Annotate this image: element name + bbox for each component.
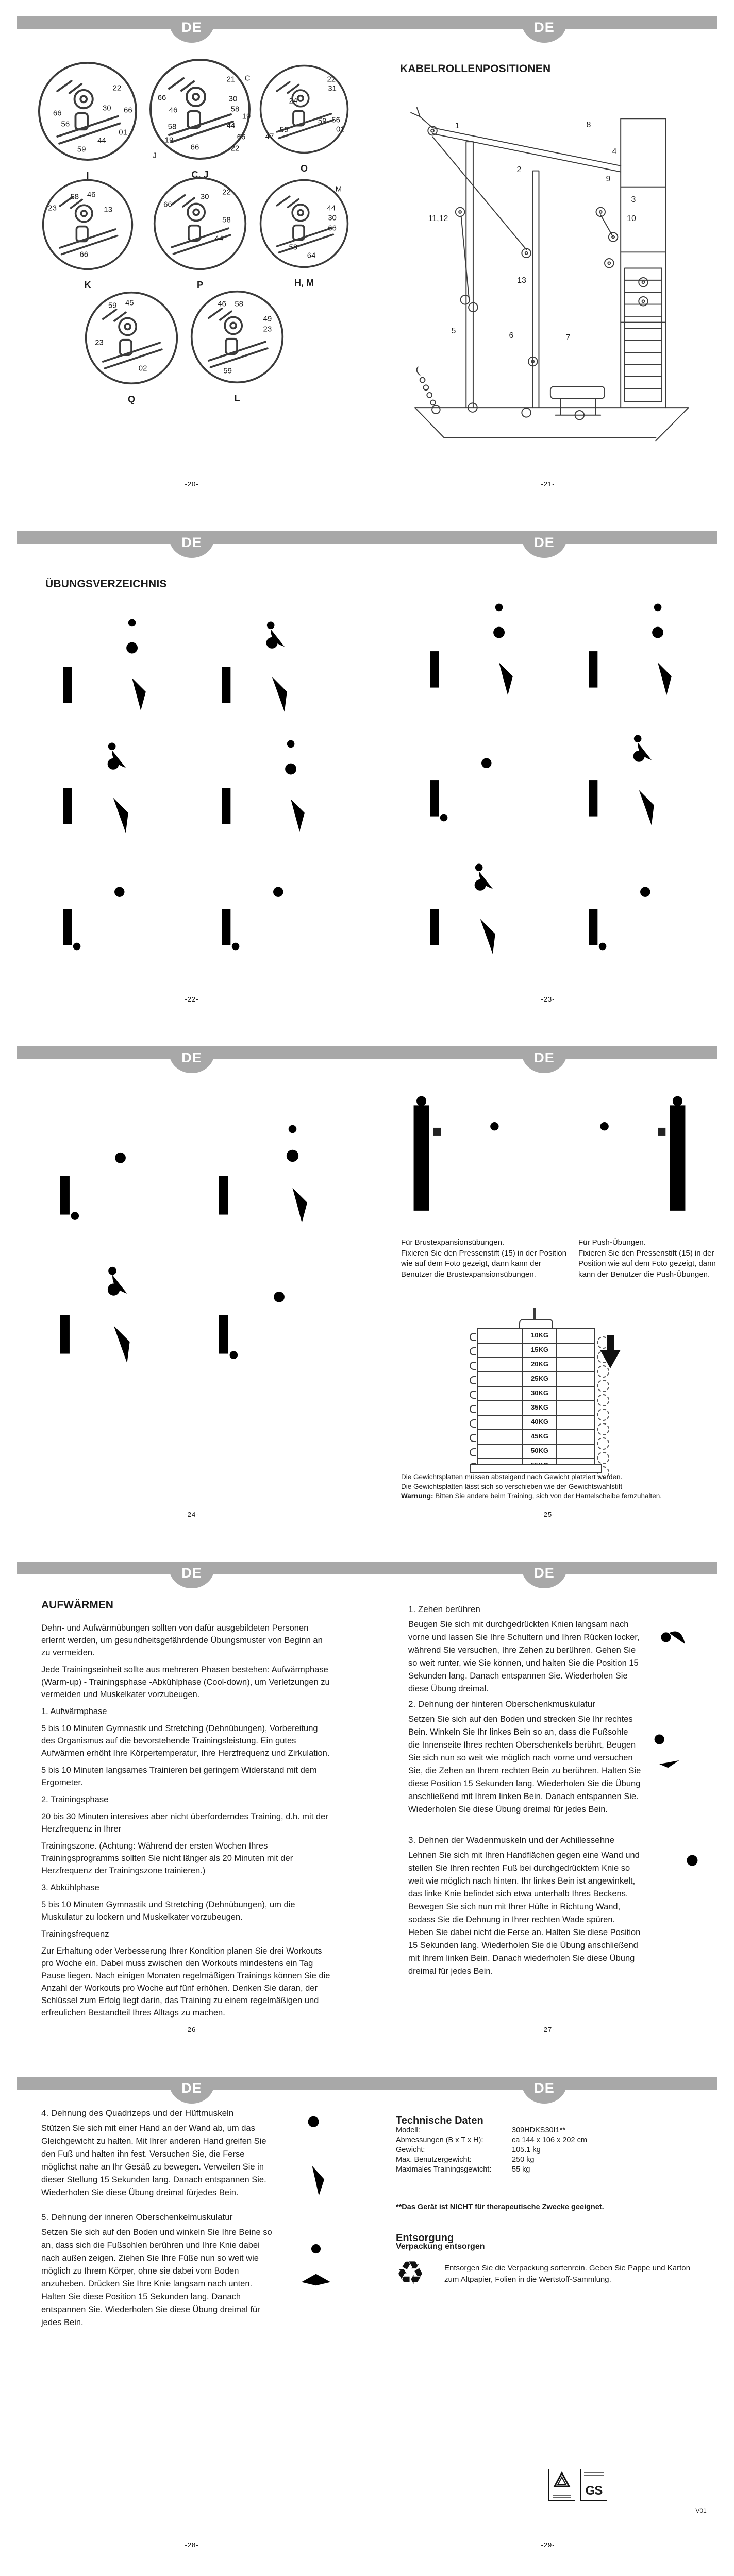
pulley-position-number: 8 [586, 121, 591, 129]
tech-value: 55 kg [512, 2165, 530, 2174]
part-number: 13 [104, 205, 112, 214]
stretch-item-body: Lehnen Sie sich mit Ihren Handflächen gegen eine Wand und stellen Sie Ihren rechten Fuß bei durchgedrücktem Knie so weit wie möglich nach hinten. Ihr linkes Bein ist angewinkelt, das linke Knie befindet sich etwa unterhalb Ihres Beckens. Bewegen Sie sich nun mit Ihrer Hüfte in Richtung Wand, sodass Sie die Dehnung in Ihrer rechten Wade spüren. Heben Sie dabei nicht die Ferse an. Halten Sie diese Position 15 Sekunden lang. Wiederholen Sie die Übung anschließend mit Ihrem linken Bein. Danach wiederholen Sie diese Übung dreimal für jedes Bein. [408, 1851, 641, 1976]
part-number: 59 [223, 366, 232, 376]
exercise-illustration [398, 587, 547, 703]
language-badge-label: DE [181, 535, 202, 550]
tech-row [396, 2136, 685, 2145]
plate-hook [470, 1434, 476, 1442]
part-number: M [335, 184, 342, 194]
stretch-item-title: 5. Dehnung der inneren Oberschenkelmuskulatur [41, 2212, 233, 2222]
part-number: 66 [237, 132, 246, 142]
certification-logos [548, 2469, 607, 2501]
page-number: -25- [541, 1511, 555, 1518]
page-number: -28- [185, 2541, 199, 2549]
language-badge-label: DE [181, 1565, 202, 1581]
part-number: 56 [61, 120, 70, 129]
part-number: 23 [95, 338, 104, 347]
tech-row [396, 2145, 685, 2155]
part-number: 22 [112, 83, 122, 93]
circle-letter: C, J [191, 170, 209, 180]
page-number: -23- [541, 995, 555, 1003]
part-number: 22 [222, 188, 231, 197]
part-number: 66 [163, 200, 172, 209]
exercise-illustration [190, 724, 339, 840]
language-badge-label: DE [534, 2080, 555, 2096]
circle-letter: L [234, 393, 240, 403]
part-number: 01 [119, 128, 127, 137]
language-badge-label: DE [534, 1050, 555, 1065]
page-23 [367, 515, 734, 1030]
warmup-text-column [41, 1599, 332, 2024]
caption-title: Für Push-Übungen. [578, 1238, 646, 1247]
page-21 [367, 0, 734, 515]
caption-brustexpansion [401, 1238, 571, 1280]
pin-hole [597, 1409, 609, 1421]
stretch-item-title: 1. Zehen berühren [408, 1604, 480, 1614]
part-number: 24 [289, 96, 298, 106]
part-number: 44 [327, 204, 336, 213]
part-number: 58 [289, 243, 298, 252]
weight-plate [477, 1371, 595, 1387]
caption-body: Fixieren Sie den Pressenstift (15) in der Position wie auf dem Foto gezeigt, dann kann der Benutzer die Push-Übungen. [578, 1248, 716, 1279]
stretch-figure-butterfly [272, 2231, 360, 2289]
part-number: 58 [230, 105, 240, 114]
part-number: 59 [279, 125, 289, 134]
stretch-item-body: Setzen Sie sich auf den Boden und strecken Sie Ihr rechtes Bein. Winkeln Sie Ihr linkes Bein so an, dass die Fußsohle die Innenseite Ihres rechten Oberschenkels berührt, Beugen Sie sich nun so weit wie möglich nach vorne und versuchen Sie, die Zehen an Ihrem rechten Bein zu berühren. Halten Sie diese Position 15 Sekunden lang. Wiederholen Sie die Übung anschließend mit Ihrem linken Bein. Danach entspannen Sie. Wiederholen Sie diese Übung dreimal für jedes Bein. [408, 1715, 641, 1814]
tech-row [396, 2165, 685, 2175]
part-number: 64 [307, 251, 316, 260]
exercise-illustration [398, 845, 547, 961]
warmup-paragraph: 1. Aufwärmphase [41, 1707, 107, 1716]
note-warning [401, 1492, 710, 1501]
pulley-position-number: 1 [455, 122, 460, 130]
warmup-paragraph: 3. Abkühlphase [41, 1883, 99, 1892]
part-number: 46 [87, 190, 96, 199]
disposal-subtitle: Verpackung entsorgen [396, 2242, 485, 2251]
circle-letter: I [86, 171, 89, 181]
warmup-paragraph: Dehn- und Aufwärmübungen sollten von dafür ausgebildeten Personen erlernt werden, um gesundheitsgefährdende Übungsmuster von Beginn an zu vermeiden. [41, 1623, 323, 1657]
language-badge-label: DE [181, 2080, 202, 2096]
page-number: -27- [541, 2026, 555, 2033]
warmup-paragraph: 5 bis 10 Minuten Gymnastik und Stretching (Dehnübungen), um die Muskulatur zu lockern und Muskelkater vorzubeugen. [41, 1900, 295, 1922]
detail-circle [259, 64, 349, 174]
language-badge-label: DE [534, 20, 555, 35]
disposal-text: Entsorgen Sie die Verpackung sortenrein. Geben Sie Pappe und Karton zum Altpapier, Folien in die Wertstoff-Sammlung. [444, 2264, 690, 2284]
part-number: 58 [168, 122, 177, 131]
pulley-position-number: 5 [451, 327, 456, 335]
warmup-paragraph: Trainingszone. (Achtung: Während der ersten Wochen Ihres Trainingsprogramms sollten Sie nicht länger als 20 Minuten mit der Herzfrequenz der Trainingszone trainieren.) [41, 1841, 293, 1875]
detail-circle [84, 291, 179, 405]
exercise-illustration [31, 845, 180, 961]
part-number: 22 [230, 144, 240, 153]
page-number: -29- [541, 2541, 555, 2549]
warmup-paragraph: 5 bis 10 Minuten langsames Trainieren bei geringem Widerstand mit dem Ergometer. [41, 1766, 317, 1787]
version-code: V01 [695, 2507, 707, 2514]
page-28 [0, 2061, 367, 2576]
part-number: 56 [331, 115, 340, 125]
exercise-illustration [190, 1247, 339, 1370]
disposal-title: Entsorgung [396, 2232, 454, 2244]
part-number: 58 [70, 192, 79, 201]
exercise-illustration [557, 845, 706, 961]
weight-plate [477, 1429, 595, 1445]
language-badge-label: DE [181, 20, 202, 35]
plate-hook [470, 1376, 476, 1384]
stretch-item [408, 1604, 641, 1696]
part-number: 66 [53, 109, 62, 118]
weight-plate-label: 30KG [522, 1387, 557, 1400]
tech-row [396, 2155, 685, 2165]
exercise-illustration [31, 603, 180, 719]
part-number: J [153, 151, 157, 160]
weight-plate-label: 20KG [522, 1358, 557, 1371]
weight-plate [477, 1343, 595, 1358]
recycling-icon: ♻ [396, 2256, 425, 2291]
part-number: 49 [263, 314, 272, 324]
part-number: 30 [228, 94, 238, 104]
pulley-position-number: 3 [631, 195, 636, 204]
part-number: 59 [77, 145, 86, 154]
gs-label: GS [585, 2484, 603, 2498]
page-number: -24- [185, 1511, 199, 1518]
part-number: 59 [108, 301, 117, 310]
part-number: 21 [226, 75, 236, 84]
weight-stack [477, 1329, 593, 1473]
weight-plate-label: 25KG [522, 1372, 557, 1386]
part-number: 66 [157, 93, 166, 103]
page-number: -20- [185, 480, 199, 488]
exercise-illustration [190, 845, 339, 961]
warmup-paragraph: Trainingsfrequenz [41, 1929, 109, 1939]
caption-push [578, 1238, 716, 1280]
tech-value: 309HDKS30I1** [512, 2126, 565, 2134]
certification-triangle-icon [548, 2469, 575, 2501]
machine-press-pin-illustration [386, 1080, 540, 1224]
part-number: C [244, 74, 251, 83]
stretch-item-title: 2. Dehnung der hinteren Oberschenkmuskulatur [408, 1699, 595, 1709]
detail-circle [153, 176, 247, 291]
down-arrow-icon [600, 1335, 621, 1371]
stretch-item [408, 1835, 641, 1978]
part-number: 46 [218, 299, 226, 309]
pulley-detail-drawing [153, 176, 247, 271]
pulley-position-number: 9 [606, 175, 611, 183]
weight-plate-label: 35KG [522, 1401, 557, 1415]
circle-letter: O [300, 163, 308, 174]
part-number: 44 [226, 121, 236, 130]
stretch-item [41, 2212, 274, 2329]
pulley-position-number: 10 [627, 214, 636, 223]
pulley-position-number: 7 [565, 333, 571, 342]
weight-plate-label: 45KG [522, 1430, 557, 1444]
caption-body: Fixieren Sie den Pressenstift (15) in der Position wie auf dem Foto gezeigt, dann kann der Benutzer die Brustexpansionsübungen. [401, 1248, 566, 1279]
part-number: 23 [263, 325, 272, 334]
tech-value: 250 kg [512, 2156, 535, 2164]
stretch-figure-toe-touch [648, 1602, 710, 1682]
warmup-title: AUFWÄRMEN [41, 1599, 113, 1611]
detail-circle [259, 178, 349, 289]
home-gym-diagram [380, 87, 715, 468]
plate-hook [470, 1333, 476, 1341]
warmup-paragraph: Zur Erhaltung oder Verbesserung Ihrer Kondition planen Sie drei Workouts pro Woche ein. Dabei muss zwischen den Workouts mindestens ein Tag Pause liegen. Nach einigen Monaten regelmäßigen Trainings können Sie die Anzahl der Workouts pro Woche auf fünf erhöhen. Denken Sie daran, der Schlüssel zum Erfolg liegt darin, das Training zu einem regelmäßigen und erfreulichen Bestandteil Ihres Alltags zu machen. [41, 1946, 330, 2018]
weight-plate-label: 40KG [522, 1416, 557, 1429]
pulley-position-number: 6 [509, 331, 514, 340]
tech-row [396, 2126, 685, 2136]
caption-title: Für Brustexpansionsübungen. [401, 1238, 505, 1247]
warning-text: Bitten Sie andere beim Training, sich von der Hantelscheibe fernzuhalten. [433, 1492, 662, 1500]
part-number: 01 [336, 125, 345, 134]
tech-label: Modell: [396, 2126, 420, 2134]
page-29 [367, 2061, 734, 2576]
page-title: ÜBUNGSVERZEICHNIS [45, 578, 167, 590]
pulley-detail-drawing [37, 61, 138, 162]
stretch-item-title: 3. Dehnen der Wadenmuskeln und der Achillessehne [408, 1835, 615, 1845]
part-number: 19 [164, 135, 174, 145]
stretch-item-body: Setzen Sie sich auf den Boden und winkeln Sie Ihre Beine so an, dass sich die Fußsohlen berühren und Ihre Knie dabei nach außen zeigen. Ziehen Sie Ihre Füße nun so weit wie möglich zu Ihrem Körper, ohne sie dabei vom Boden anzuheben. Drücken Sie Ihre Knie langsam nach unten. Halten Sie diese Position 15 Sekunden lang. Danach entspannen Sie. Wiederholen Sie diese Übung dreimal für jedes Bein. [41, 2228, 272, 2327]
page-24 [0, 1030, 367, 1546]
machine-press-pin-illustration [559, 1080, 713, 1224]
exercise-illustration [557, 716, 706, 832]
tech-data-table [396, 2126, 685, 2175]
plate-hook [470, 1362, 476, 1370]
pulley-position-number: 13 [517, 276, 526, 285]
part-number: 44 [97, 136, 106, 145]
note-line: Die Gewichtsplatten müssen absteigend nach Gewicht platziert werden. [401, 1473, 623, 1481]
detail-circle [148, 58, 252, 180]
gs-mark-icon [580, 2469, 607, 2501]
tech-label: Max. Benutzergewicht: [396, 2156, 472, 2164]
weight-plate [477, 1328, 595, 1344]
exercise-illustration [31, 1108, 180, 1231]
circle-letter: H, M [294, 278, 314, 288]
part-number: 19 [242, 112, 251, 121]
pin-hole [597, 1437, 609, 1450]
warning-label: Warnung: [401, 1492, 433, 1500]
warmup-paragraph: 2. Trainingsphase [41, 1795, 109, 1804]
part-number: 58 [222, 215, 231, 225]
page-27 [367, 1546, 734, 2061]
plate-hook [470, 1419, 476, 1428]
exercise-illustration [31, 1247, 180, 1370]
stretch-figure-quadriceps [288, 2105, 345, 2217]
circle-letter: Q [127, 394, 135, 404]
weight-plate [477, 1357, 595, 1372]
part-number: 31 [328, 84, 337, 93]
tech-value: 105.1 kg [512, 2146, 541, 2154]
plate-hook [470, 1405, 476, 1413]
warmup-paragraph: Jede Trainingseinheit sollte aus mehreren Phasen bestehen: Aufwärmphase (Warm-up) - Trainingsphase -Abkühlphase (Cool-down), um Verletzungen zu vermeiden und Muskelkater vorzubeugen. [41, 1665, 330, 1699]
language-badge-label: DE [534, 535, 555, 550]
pin-hole [597, 1423, 609, 1435]
page-20 [0, 0, 367, 515]
pulley-detail-drawing [259, 64, 349, 155]
warmup-paragraph: 5 bis 10 Minuten Gymnastik und Stretching (Dehnübungen), Vorbereitung des Organismus auf die bevorstehende Trainingsleistung. Ein gutes Aufwärmen erhöht Ihre Körpertemperatur, Ihre Herzfrequenz und Zirkulation. [41, 1724, 330, 1758]
part-number: 30 [200, 192, 209, 201]
page-number: -26- [185, 2026, 199, 2033]
part-number: 66 [328, 224, 337, 233]
weight-plate [477, 1400, 595, 1416]
pulley-position-number: 4 [612, 147, 617, 156]
weight-plate [477, 1415, 595, 1430]
language-badge-label: DE [534, 1565, 555, 1581]
tech-label: Gewicht: [396, 2146, 425, 2154]
stretch-item-body: Beugen Sie sich mit durchgedrückten Knien langsam nach vorne und lassen Sie Ihre Schultern und Ihren Rücken locker, während Sie versuchen, Ihre Zehen zu berühren. Gehen Sie so weit runter, wie Sie können, und halten Sie die Position 15 Sekunden lang. Danach entspannen Sie. Wiederholen Sie diese Übung dreimal. [408, 1620, 640, 1693]
detail-circle [37, 61, 138, 181]
stretch-item-body: Stützen Sie sich mit einer Hand an der Wand ab, um das Gleichgewicht zu halten. Mit Ihrer anderen Hand greifen Sie den Fuß und halten ihn fest. Versuchen Sie, die Ferse möglichst nahe an Ihr Gesäß zu bewegen. Verweilen Sie in dieser Stellung 15 Sekunden lang. Danach entspannen Sie. Wiederholen Sie diese Übung dreimal fürjedes Bein. [41, 2124, 266, 2197]
exercise-illustration [190, 1108, 339, 1231]
part-number: 22 [327, 75, 336, 84]
stretch-item [408, 1699, 641, 1816]
part-number: 02 [138, 364, 147, 373]
tech-value: ca 144 x 106 x 202 cm [512, 2136, 587, 2144]
stretch-figure-calf-wall [649, 1833, 714, 1945]
circle-letter: P [196, 280, 203, 290]
pulley-position-number: 11,12 [428, 214, 448, 223]
tech-label: Maximales Trainingsgewicht: [396, 2165, 492, 2174]
stretch-item [41, 2108, 274, 2199]
therapeutic-note: **Das Gerät ist NICHT für therapeutische Zwecke geeignet. [396, 2203, 604, 2211]
part-number: 66 [190, 143, 199, 152]
page-number: -21- [541, 480, 555, 488]
warmup-paragraph: 20 bis 30 Minuten intensives aber nicht überforderndes Training, d.h. mit der Herzfrequenz in Ihrer [41, 1812, 328, 1834]
part-number: 30 [328, 213, 337, 223]
part-number: 44 [214, 234, 224, 243]
page-25 [367, 1030, 734, 1546]
page-number: -22- [185, 995, 199, 1003]
stretch-item-title: 4. Dehnung des Quadrizeps und der Hüftmuskeln [41, 2108, 234, 2118]
part-number: 58 [235, 299, 244, 309]
part-number: 66 [79, 250, 89, 259]
plate-hook [470, 1448, 476, 1456]
circle-letter: K [84, 280, 91, 290]
exercise-illustration [190, 603, 339, 719]
part-number: 46 [169, 106, 178, 115]
exercise-illustration [398, 716, 547, 832]
language-badge-label: DE [181, 1050, 202, 1065]
weight-plate-label: 50KG [522, 1445, 557, 1458]
pin-hole [597, 1394, 609, 1406]
weight-plate-label: 10KG [522, 1329, 557, 1343]
part-number: 45 [125, 298, 134, 308]
tech-data-title: Technische Daten [396, 2114, 483, 2126]
weight-plate-label: 15KG [522, 1344, 557, 1357]
stretch-figure-hamstring [625, 1716, 718, 1775]
tech-label: Abmessungen (B x T x H): [396, 2136, 483, 2144]
part-number: 66 [124, 106, 132, 115]
page-22 [0, 515, 367, 1030]
part-number: 47 [265, 132, 274, 141]
part-number: 30 [102, 104, 111, 113]
detail-circle [190, 290, 285, 404]
pin-hole [597, 1452, 609, 1464]
exercise-illustration [31, 724, 180, 840]
exercise-illustration [557, 587, 706, 703]
page-title: KABELROLLENPOSITIONEN [400, 63, 551, 75]
pin-hole [597, 1380, 609, 1392]
detail-circle [41, 178, 134, 291]
weight-stack-note [401, 1472, 710, 1501]
pulley-position-number: 2 [516, 165, 522, 174]
part-number: 23 [48, 204, 57, 213]
note-line: Die Gewichtsplatten lässt sich so verschieben wie der Gewichtswahlstift [401, 1482, 623, 1490]
plate-hook [470, 1347, 476, 1355]
weight-plate [477, 1386, 595, 1401]
page-26 [0, 1546, 367, 2061]
part-number: 59 [318, 116, 327, 126]
weight-plate [477, 1444, 595, 1459]
plate-hook [470, 1391, 476, 1399]
